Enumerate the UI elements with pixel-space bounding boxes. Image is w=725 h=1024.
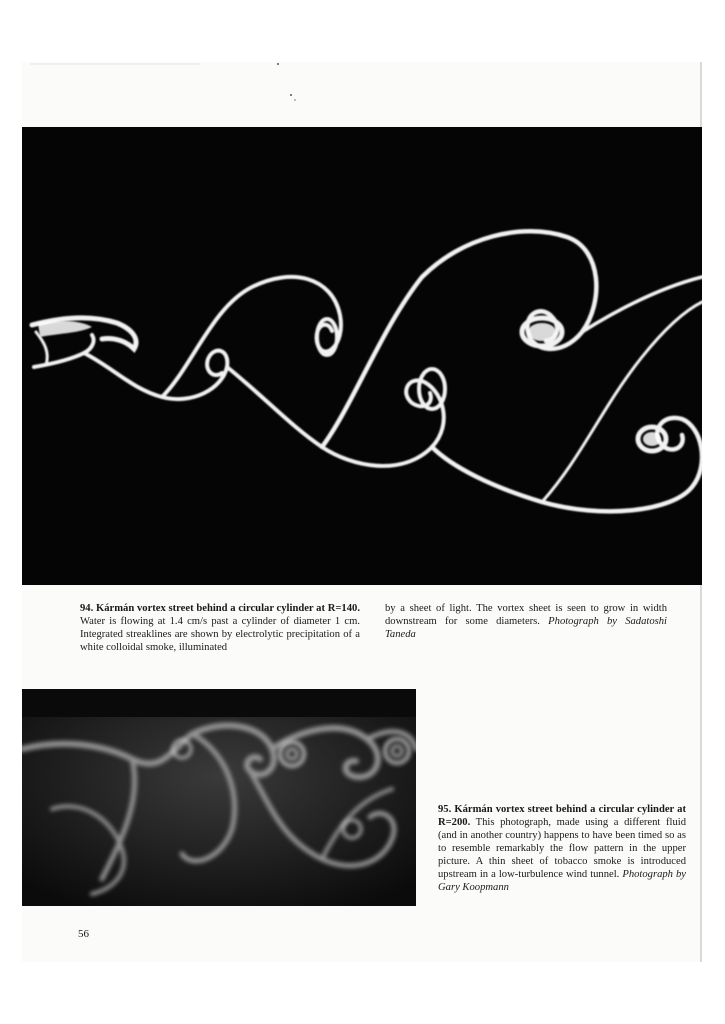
figure-95-photo — [22, 689, 416, 906]
figure-94-reynolds: R=140. — [327, 603, 360, 614]
figure-94-title: Kármán vortex street behind a circular cylinder at — [95, 603, 326, 614]
figure-95-reynolds: R=200. — [438, 817, 471, 828]
figure-94-caption-column-1 — [80, 602, 360, 654]
page-number: 56 — [78, 928, 89, 940]
figure-94-credit: Photograph by Sadatoshi Taneda — [385, 616, 667, 640]
figure-95-body: This photograph, made using a different fluid (and in another country) happens to have been timed so as to resemble remarkably the flow pattern in the upper picture. A thin sheet of tobacco smoke is introduced upstream in a low-turbulence wind tunnel. — [438, 817, 686, 880]
figure-95-credit: Photograph by Gary Koopmann — [438, 869, 686, 893]
figure-95-number: 95. — [438, 804, 452, 815]
vortex-street-photo-95 — [22, 689, 416, 906]
figure-94-number: 94. — [80, 603, 94, 614]
scan-specks — [0, 0, 725, 120]
figure-95-title: Kármán vortex street behind a circular cylinder at — [454, 804, 686, 815]
figure-94-body-continued: by a sheet of light. The vortex sheet is seen to grow in width downstream for some diameters. — [385, 603, 667, 627]
figure-94-photo — [22, 127, 702, 585]
figure-95-caption — [438, 803, 686, 894]
vortex-street-photo-94 — [22, 127, 702, 585]
figure-94-body: Water is flowing at 1.4 cm/s past a cylinder of diameter 1 cm. Integrated streaklines are shown by electrolytic precipitation of a white colloidal smoke, illuminated — [80, 616, 360, 653]
figure-94-caption-column-2 — [385, 602, 667, 641]
